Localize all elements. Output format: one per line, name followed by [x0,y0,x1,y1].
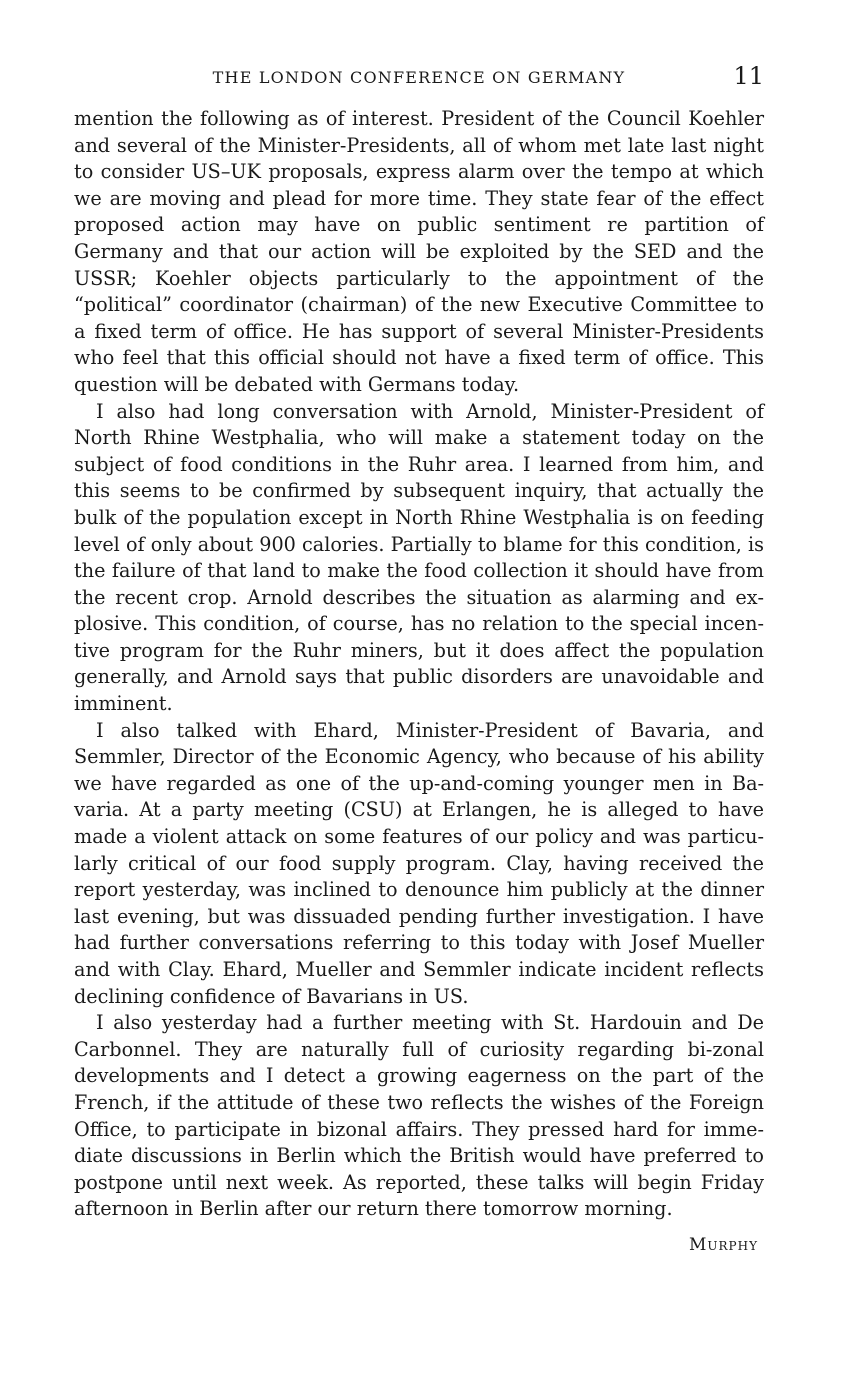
paragraph-continued: mention the following as of interest. President of the Council Koehler and several of the Minister-Presidents, all of whom met late last night to consider US–UK proposals, express alarm over the tempo at which we are moving and plead for more time. They state fear of the effect proposed action may have on public sentiment re partition of Germany and that our action will be exploited by the SED and the USSR; Koehler objects particularly to the appointment of the “political” coordinator (chairman) of the new Executive Committee to a fixed term of office. He has support of several Minister-Presidents who feel that this official should not have a fixed term of office. This question will be debated with Germans today. [74,107,764,396]
paragraph-arnold: I also had long conversation with Arnold, Minister-President of North Rhine Westphalia, who will make a statement today on the subject of food conditions in the Ruhr area. I learned from him, and this seems to be confirmed by subsequent inquiry, that actually the bulk of the population except in North Rhine Westphalia is on feeding level of only about 900 calories. Partially to blame for this condition, is the failure of that land to make the food collection it should have from the recent crop. Arnold describes the situation as alarming and explosive. This condition, of course, has no relation to the special incentive program for the Ruhr miners, but it does affect the population generally, and Arnold says that public disorders are unavoidable and imminent. [74,399,764,716]
running-title: THE LONDON CONFERENCE ON GERMANY [212,68,626,87]
document-page [74,62,764,1255]
page-header [74,62,764,98]
page-number: 11 [733,62,764,90]
paragraph-french: I also yesterday had a further meeting with St. Hardouin and De Carbonnel. They are naturally full of curiosity regarding bi-zonal developments and I detect a growing eagerness on the part of the French, if the attitude of these two reflects the wishes of the Foreign Office, to participate in bizonal affairs. They pressed hard for immediate discussions in Berlin which the British would have preferred to postpone until next week. As reported, these talks will begin Friday afternoon in Berlin after our return there tomorrow morning. [74,1011,764,1221]
paragraph-ehard: I also talked with Ehard, Minister-President of Bavaria, and Semmler, Director of the Economic Agency, who because of his ability we have regarded as one of the up-and-coming younger men in Bavaria. At a party meeting (CSU) at Erlangen, he is alleged to have made a violent attack on some features of our policy and was particularly critical of our food supply program. Clay, having received the report yesterday, was inclined to denounce him publicly at the dinner last evening, but was dissuaded pending further investigation. I have had further conversations referring to this today with Josef Mueller and with Clay. Ehard, Mueller and Semmler indicate incident reflects declining confidence of Bavarians in US. [74,718,764,1008]
body-text [74,106,764,1223]
signature: Murphy [688,1234,758,1255]
